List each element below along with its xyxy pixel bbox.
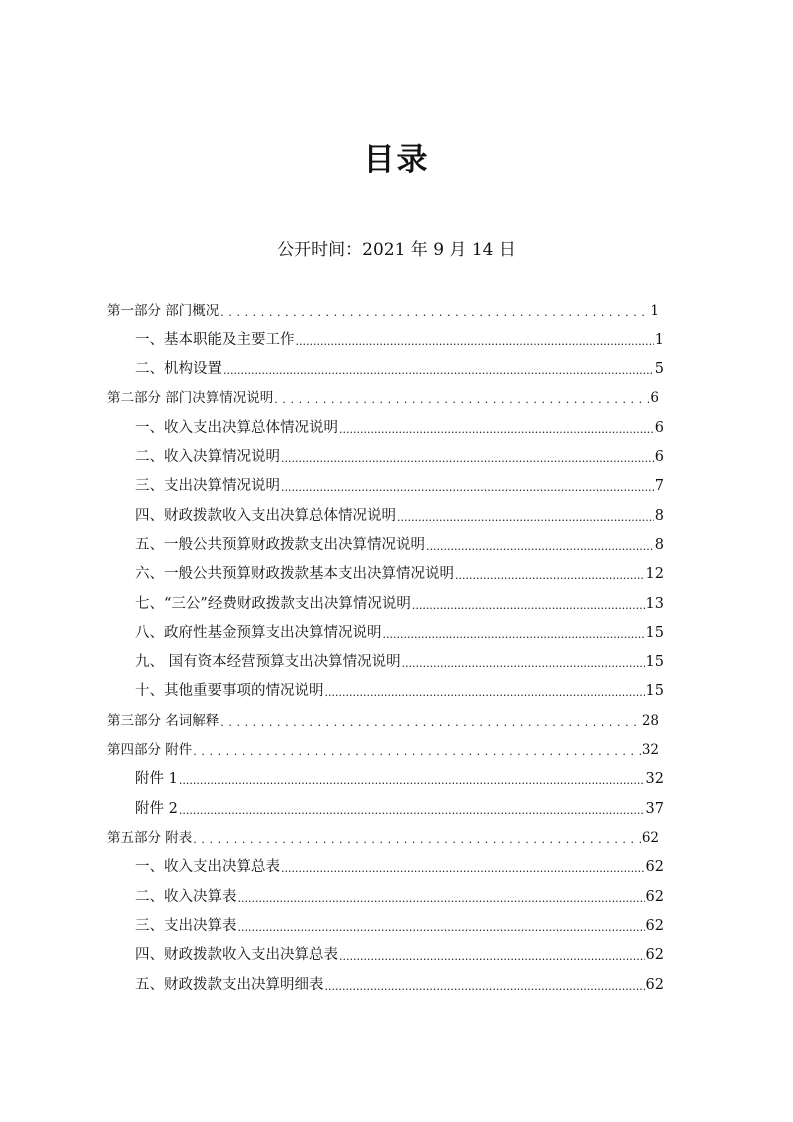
- toc-entry-5-3[interactable]: [135, 912, 664, 936]
- toc-leader-dots: [397, 506, 654, 526]
- toc-leader-dots: [281, 857, 645, 877]
- toc-entry-label: 九、 国有资本经营预算支出决算情况说明: [135, 654, 401, 670]
- toc-entry-5-1[interactable]: [135, 853, 664, 877]
- toc-entry-label: 五、财政拨款支出决算明细表: [135, 977, 324, 993]
- toc-entry-4-2[interactable]: [135, 795, 664, 819]
- toc-entry-page: 6: [654, 420, 664, 436]
- publish-date: 公开时间：2021 年 9 月 14 日: [277, 240, 516, 260]
- toc-leader-dots: [339, 945, 645, 965]
- toc-entry-label: 第五部分 附表: [107, 830, 193, 846]
- toc-entry-label: 二、机构设置: [135, 361, 222, 377]
- toc-leader-dots: [281, 447, 654, 467]
- toc-entry-label: 二、收入决算表: [135, 889, 237, 905]
- toc-leader-dots: [296, 330, 654, 350]
- toc-leader-dots: [274, 388, 649, 408]
- toc-entry-page: 15: [645, 683, 664, 699]
- toc-entry-page: 62: [641, 830, 659, 846]
- toc-entry-page: 62: [645, 977, 664, 993]
- toc-entry-page: 8: [654, 508, 664, 524]
- toc-entry-4-1[interactable]: [135, 765, 664, 789]
- toc-leader-dots: [238, 887, 645, 907]
- toc-entry-2-3[interactable]: [135, 472, 664, 496]
- toc-entry-label: 四、财政拨款收入支出决算总表: [135, 947, 338, 963]
- toc-entry-5-4[interactable]: [135, 941, 664, 965]
- toc-entry-page: 32: [641, 742, 659, 758]
- toc-leader-dots: [179, 769, 645, 789]
- toc-entry-page: 62: [645, 859, 664, 875]
- toc-leader-dots: [412, 594, 645, 614]
- toc-entry-part-1[interactable]: [107, 297, 659, 321]
- toc-entry-2-7[interactable]: [135, 590, 664, 614]
- toc-leader-dots: [193, 740, 641, 760]
- toc-leader-dots: [223, 359, 654, 379]
- toc-entry-label: 第二部分 部门决算情况说明: [107, 390, 274, 406]
- toc-entry-page: 62: [645, 947, 664, 963]
- toc-entry-label: 第四部分 附件: [107, 742, 193, 758]
- toc-entry-part-4[interactable]: [107, 736, 659, 760]
- toc-leader-dots: [220, 301, 649, 321]
- toc-leader-dots: [402, 652, 645, 672]
- toc-entry-page: 13: [645, 596, 664, 612]
- toc-entry-label: 十、其他重要事项的情况说明: [135, 683, 324, 699]
- toc-leader-dots: [281, 476, 654, 496]
- toc-entry-page: 5: [654, 361, 664, 377]
- toc-leader-dots: [179, 799, 645, 819]
- toc-leader-dots: [220, 711, 641, 731]
- toc-entry-2-4[interactable]: [135, 502, 664, 526]
- toc-entry-page: 15: [645, 625, 664, 641]
- toc-entry-page: 6: [654, 449, 664, 465]
- toc-entry-label: 一、收入支出决算总体情况说明: [135, 420, 338, 436]
- toc-leader-dots: [426, 535, 654, 555]
- toc-entry-page: 62: [645, 889, 664, 905]
- toc-entry-label: 二、收入决算情况说明: [135, 449, 280, 465]
- toc-entry-page: 6: [650, 390, 659, 406]
- page-title: 目录: [363, 142, 430, 178]
- toc-leader-dots: [383, 623, 645, 643]
- toc-entry-5-5[interactable]: [135, 971, 664, 995]
- toc-entry-page: 15: [645, 654, 664, 670]
- toc-entry-label: 八、政府性基金预算支出决算情况说明: [135, 625, 382, 641]
- toc-entry-page: 28: [641, 713, 659, 729]
- toc-entry-label: 一、收入支出决算总表: [135, 859, 280, 875]
- toc-entry-page: 32: [645, 771, 664, 787]
- toc-entry-2-5[interactable]: [135, 531, 664, 555]
- toc-entry-2-2[interactable]: [135, 443, 664, 467]
- toc-entry-label: 六、一般公共预算财政拨款基本支出决算情况说明: [135, 566, 454, 582]
- toc-leader-dots: [339, 418, 654, 438]
- toc-leader-dots: [325, 681, 645, 701]
- toc-entry-label: 四、财政拨款收入支出决算总体情况说明: [135, 508, 396, 524]
- toc-entry-page: 8: [654, 537, 664, 553]
- toc-entry-2-6[interactable]: [135, 560, 664, 584]
- toc-entry-label: 五、一般公共预算财政拨款支出决算情况说明: [135, 537, 425, 553]
- toc-entry-page: 62: [645, 918, 664, 934]
- toc-entry-page: 12: [645, 566, 664, 582]
- toc-entry-5-2[interactable]: [135, 883, 664, 907]
- toc-leader-dots: [238, 916, 645, 936]
- toc-entry-part-3[interactable]: [107, 707, 659, 731]
- toc-entry-label: 附件 1: [135, 771, 178, 787]
- toc-entry-page: 1: [654, 332, 664, 348]
- toc-entry-label: 第一部分 部门概况: [107, 303, 220, 319]
- toc-entry-label: 七、“三公”经费财政拨款支出决算情况说明: [135, 596, 411, 612]
- toc-entry-part-5[interactable]: [107, 824, 659, 848]
- toc-entry-2-8[interactable]: [135, 619, 664, 643]
- toc-entry-part-2[interactable]: [107, 384, 659, 408]
- toc-entry-label: 三、支出决算表: [135, 918, 237, 934]
- toc-entry-1-1[interactable]: [135, 326, 664, 350]
- toc-entry-1-2[interactable]: [135, 355, 664, 379]
- toc-entry-label: 附件 2: [135, 801, 178, 817]
- toc-entry-label: 一、基本职能及主要工作: [135, 332, 295, 348]
- toc-leader-dots: [455, 564, 645, 584]
- toc-entry-page: 1: [650, 303, 659, 319]
- toc-entry-label: 三、支出决算情况说明: [135, 478, 280, 494]
- toc-entry-label: 第三部分 名词解释: [107, 713, 220, 729]
- toc-entry-page: 37: [645, 801, 664, 817]
- toc-entry-page: 7: [654, 478, 664, 494]
- toc-entry-2-1[interactable]: [135, 414, 664, 438]
- toc-entry-2-10[interactable]: [135, 677, 664, 701]
- toc-leader-dots: [193, 828, 641, 848]
- toc-entry-2-9[interactable]: [135, 648, 664, 672]
- toc-leader-dots: [325, 975, 645, 995]
